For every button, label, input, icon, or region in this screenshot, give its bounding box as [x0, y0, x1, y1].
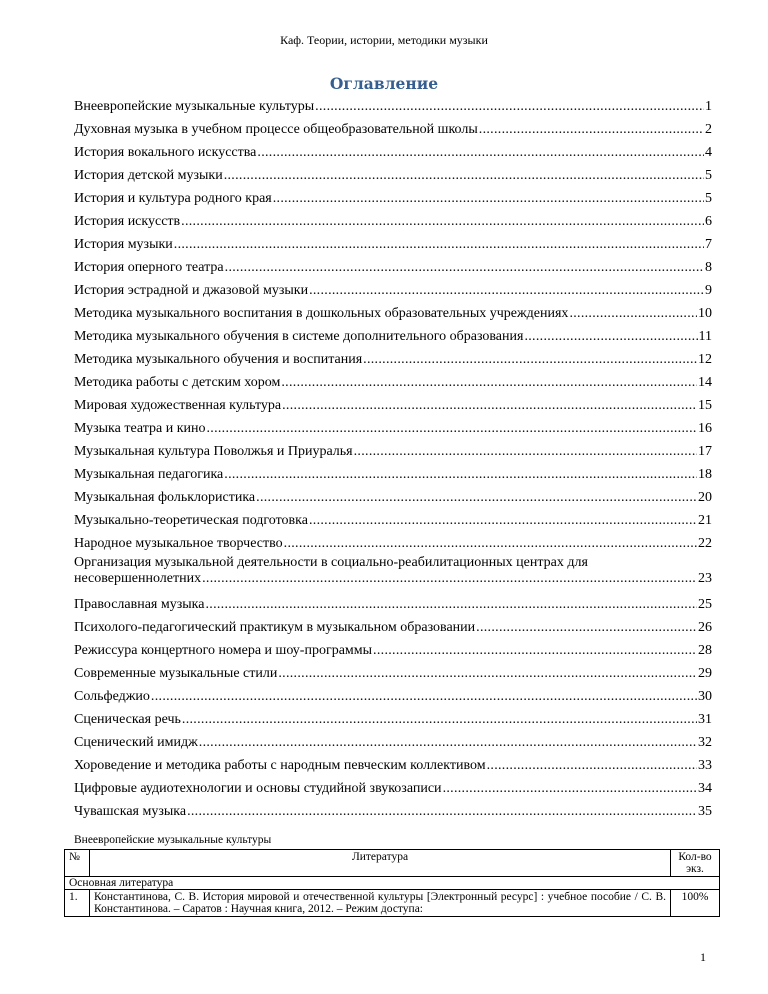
toc-leader	[487, 754, 697, 777]
toc-entry[interactable]	[74, 141, 712, 164]
toc-entry-title: История музыки	[74, 237, 173, 252]
toc-entry-title: Чувашская музыка	[74, 804, 187, 819]
toc-entry-page: 14	[698, 375, 712, 390]
toc-entry-page: 35	[698, 804, 712, 819]
toc-leader	[282, 394, 697, 417]
table-group-row	[65, 877, 720, 890]
toc-entry-page: 25	[698, 597, 712, 612]
toc-leader	[174, 233, 704, 256]
toc-entry-title: Методика работы с детским хором	[74, 375, 281, 390]
toc-entry-page: 8	[705, 260, 712, 275]
toc-leader	[182, 708, 697, 731]
toc-leader	[205, 593, 697, 616]
toc-entry-title: Православная музыка	[74, 597, 205, 612]
toc-entry[interactable]	[74, 532, 712, 555]
toc-entry-page: 10	[698, 306, 712, 321]
toc-leader	[284, 532, 697, 555]
table-header-row	[65, 850, 720, 877]
toc-entry-page: 7	[705, 237, 712, 252]
toc-entry-title: Методика музыкального воспитания в дошкольных образовательных учреждениях	[74, 306, 569, 321]
toc-entry[interactable]	[74, 555, 712, 593]
toc-leader	[187, 800, 697, 823]
toc-leader	[181, 210, 704, 233]
row-literature: Константинова, С. В. История мировой и отечественной культуры [Электронный ресурс] : учебное пособие / С. В. Константинова. – Саратов : Научная книга, 2012. – Режим доступа:	[90, 890, 671, 917]
toc-leader	[479, 118, 704, 141]
toc-leader	[315, 95, 704, 118]
toc-entry-page: 22	[698, 536, 712, 551]
toc-entry-title-line2: несовершеннолетних	[74, 571, 202, 586]
toc-entry-page: 29	[698, 666, 712, 681]
toc-leader	[199, 731, 697, 754]
toc-entry-title: История оперного театра	[74, 260, 224, 275]
toc-entry[interactable]	[74, 325, 712, 348]
toc-entry-title: Музыка театра и кино	[74, 421, 206, 436]
toc-entry[interactable]	[74, 463, 712, 486]
toc-entry[interactable]	[74, 754, 712, 777]
toc-entry[interactable]	[74, 95, 712, 118]
toc-entry[interactable]	[74, 164, 712, 187]
toc-entry-title: Музыкально-теоретическая подготовка	[74, 513, 308, 528]
toc-entry[interactable]	[74, 118, 712, 141]
toc-entry[interactable]	[74, 417, 712, 440]
toc-entry[interactable]	[74, 662, 712, 685]
toc-entry[interactable]	[74, 777, 712, 800]
toc-leader	[373, 639, 697, 662]
toc-leader	[569, 302, 697, 325]
toc-entry-page: 33	[698, 758, 712, 773]
toc-entry-title: Режиссура концертного номера и шоу-программы	[74, 643, 373, 658]
toc-leader	[273, 187, 704, 210]
toc-entry[interactable]	[74, 708, 712, 731]
toc-leader	[354, 440, 697, 463]
toc-entry-page: 16	[698, 421, 712, 436]
toc-entry-page: 12	[698, 352, 712, 367]
toc-entry[interactable]	[74, 440, 712, 463]
page-header: Каф. Теории, истории, методики музыки	[280, 33, 488, 47]
toc-leader	[278, 662, 697, 685]
column-header-literature: Литература	[90, 850, 671, 877]
toc-entry-title: История искусств	[74, 214, 181, 229]
toc-entry-page: 26	[698, 620, 712, 635]
toc-entry-page: 5	[705, 191, 712, 206]
toc-entry-title: Духовная музыка в учебном процессе общеобразовательной школы	[74, 122, 478, 137]
toc-leader	[256, 486, 697, 509]
toc-entry-title: Музыкальная культура Поволжья и Приуралья	[74, 444, 353, 459]
toc-entry-title: Психолого-педагогический практикум в музыкальном образовании	[74, 620, 476, 635]
row-quantity: 100%	[671, 890, 720, 917]
toc-leader	[224, 164, 704, 187]
toc-entry[interactable]	[74, 279, 712, 302]
toc-entry-title: История эстрадной и джазовой музыки	[74, 283, 309, 298]
toc-entry-page: 17	[698, 444, 712, 459]
toc-leader	[206, 417, 697, 440]
toc-entry-page: 2	[705, 122, 712, 137]
toc-entry-page: 34	[698, 781, 712, 796]
toc-entry-title: Внеевропейские музыкальные культуры	[74, 99, 315, 114]
toc-entry-page: 23	[698, 571, 712, 586]
toc-entry-page: 28	[698, 643, 712, 658]
toc-leader	[225, 256, 704, 279]
row-number: 1.	[65, 890, 90, 917]
toc-entry-page: 4	[705, 145, 712, 160]
toc-entry[interactable]	[74, 731, 712, 754]
toc-entry[interactable]	[74, 394, 712, 417]
toc-entry-title: История вокального искусства	[74, 145, 257, 160]
toc-entry-title: Хороведение и методика работы с народным певческим коллективом	[74, 758, 486, 773]
toc-entry[interactable]	[74, 187, 712, 210]
toc-entry[interactable]	[74, 302, 712, 325]
group-label: Основная литература	[65, 877, 720, 890]
toc-entry-title: История детской музыки	[74, 168, 223, 183]
toc-entry-title: Сольфеджио	[74, 689, 150, 704]
toc-leader	[224, 463, 697, 486]
toc-entry-title: Сценическая речь	[74, 712, 181, 727]
toc-entry-title-line1: Организация музыкальной деятельности в социально-реабилитационных центрах для	[74, 555, 588, 570]
table-row	[65, 890, 720, 917]
toc-leader	[363, 348, 697, 371]
toc-leader	[309, 279, 704, 302]
toc-entry-page: 5	[705, 168, 712, 183]
toc-entry-title: Современные музыкальные стили	[74, 666, 278, 681]
toc-entry[interactable]	[74, 639, 712, 662]
toc-entry-page: 11	[698, 329, 712, 344]
toc-entry-title: История и культура родного края	[74, 191, 272, 206]
toc-entry-page: 6	[705, 214, 712, 229]
toc-entry-page: 32	[698, 735, 712, 750]
toc-leader	[281, 371, 697, 394]
toc-entry-page: 21	[698, 513, 712, 528]
toc-entry[interactable]	[74, 685, 712, 708]
toc-entry[interactable]	[74, 371, 712, 394]
toc-entry-title: Методика музыкального обучения и воспитания	[74, 352, 363, 367]
toc-entry[interactable]	[74, 509, 712, 532]
toc-entry[interactable]	[74, 593, 712, 616]
toc-leader	[151, 685, 697, 708]
toc-entry-page: 18	[698, 467, 712, 482]
toc-entry[interactable]	[74, 348, 712, 371]
column-header-number: №	[65, 850, 90, 877]
toc-entry[interactable]	[74, 616, 712, 639]
toc-entry-title: Методика музыкального обучения в системе дополнительного образования	[74, 329, 524, 344]
toc-leader	[524, 325, 697, 348]
toc-leader	[309, 509, 697, 532]
table-of-contents	[74, 95, 712, 823]
toc-entry[interactable]	[74, 486, 712, 509]
toc-entry-page: 15	[698, 398, 712, 413]
toc-entry-title: Сценический имидж	[74, 735, 198, 750]
toc-entry-page: 9	[705, 283, 712, 298]
toc-entry-title: Музыкальная педагогика	[74, 467, 224, 482]
page-number: 1	[700, 950, 706, 964]
toc-entry-page: 30	[698, 689, 712, 704]
toc-entry[interactable]	[74, 800, 712, 823]
toc-entry-page: 31	[698, 712, 712, 727]
column-header-quantity: Кол-во экз.	[671, 850, 720, 877]
toc-entry-page: 20	[698, 490, 712, 505]
toc-entry-title: Музыкальная фольклористика	[74, 490, 256, 505]
toc-entry[interactable]	[74, 233, 712, 256]
toc-entry-page: 1	[705, 99, 712, 114]
toc-leader	[202, 571, 697, 587]
toc-entry-title: Народное музыкальное творчество	[74, 536, 283, 551]
toc-leader	[476, 616, 697, 639]
toc-entry[interactable]	[74, 210, 712, 233]
toc-entry-title: Мировая художественная культура	[74, 398, 282, 413]
toc-entry-title: Цифровые аудиотехнологии и основы студийной звукозаписи	[74, 781, 442, 796]
toc-title: Оглавление	[329, 74, 439, 93]
toc-leader	[257, 141, 704, 164]
section-title: Внеевропейские музыкальные культуры	[74, 834, 272, 846]
toc-leader	[443, 777, 697, 800]
literature-table	[64, 849, 720, 917]
toc-entry[interactable]	[74, 256, 712, 279]
